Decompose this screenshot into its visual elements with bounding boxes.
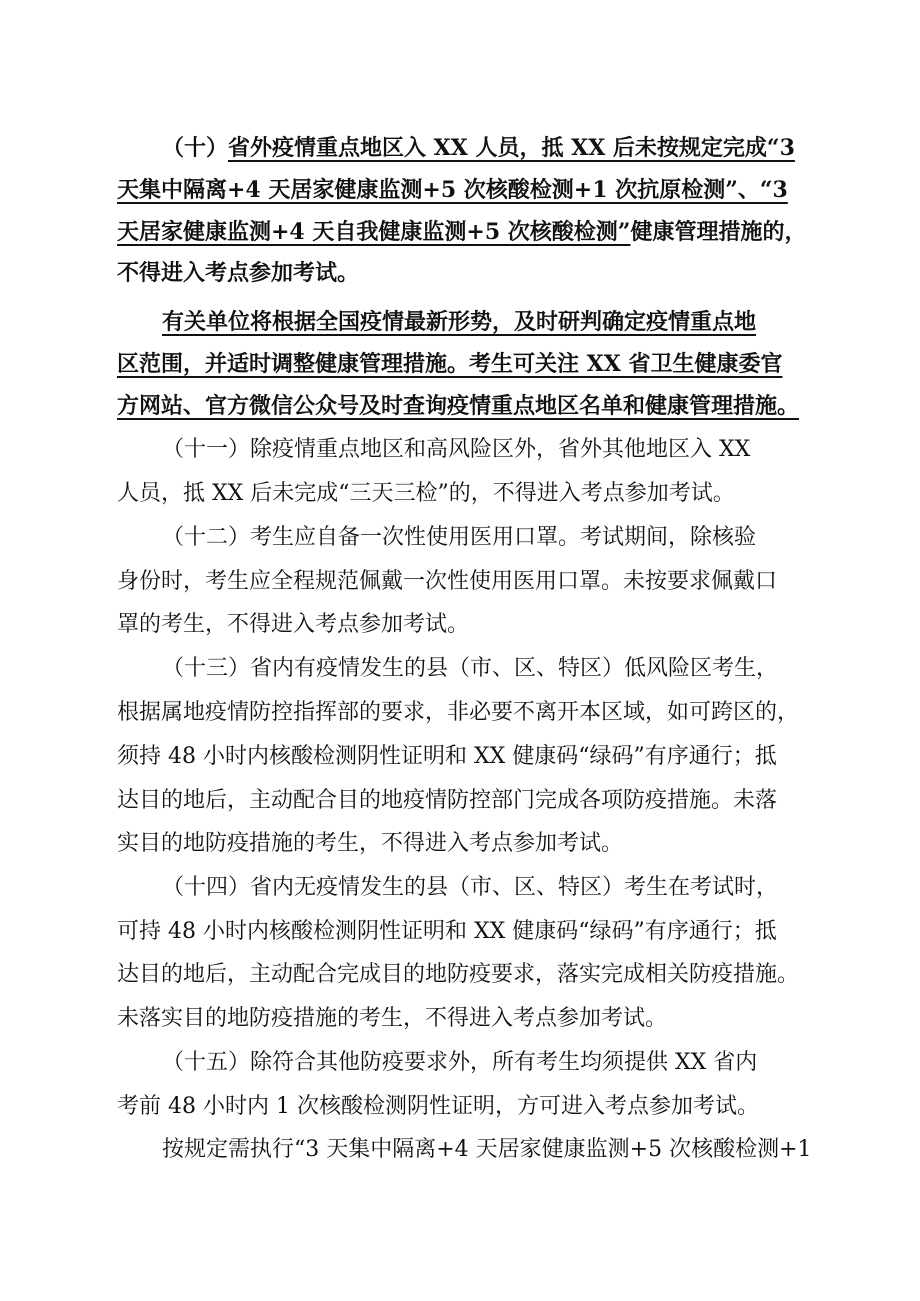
item-10-underlined-text: 天居家健康监测+4 天自我健康监测+5 次核酸检测”	[117, 219, 631, 245]
item-10-prefix: （十）	[162, 135, 229, 161]
item-15-line-2: 考前 48 小时内 1 次核酸检测阴性证明，方可进入考点参加考试。	[117, 1094, 759, 1119]
item-12-line-3: 罩的考生，不得进入考点参加考试。	[117, 612, 470, 637]
item-13-line-2: 根据属地疫情防控指挥部的要求，非必要不离开本区域，如可跨区的，	[117, 700, 800, 725]
item-10-suffix: 健康管理措施的，	[630, 219, 807, 245]
item-14-line-2: 可持 48 小时内核酸检测阴性证明和 XX 健康码“绿码”有序通行；抵	[117, 919, 777, 944]
item-11-line-1: （十一）除疫情重点地区和高风险区外，省外其他地区入 XX	[162, 437, 751, 462]
item-12-line-2: 身份时，考生应全程规范佩戴一次性使用医用口罩。未按要求佩戴口	[117, 569, 778, 594]
item-12-line-1: （十二）考生应自备一次性使用医用口罩。考试期间，除核验	[162, 525, 757, 550]
item-13-line-4: 达目的地后，主动配合目的地疫情防控部门完成各项防疫措施。未落	[117, 788, 778, 813]
item-10-line-4: 不得进入考点参加考试。	[117, 260, 360, 286]
item-13-line-5: 实目的地防疫措施的考生，不得进入考点参加考试。	[117, 831, 624, 856]
continuation-line-1: 按规定需执行“3 天集中隔离+4 天居家健康监测+5 次核酸检测+1	[162, 1137, 812, 1162]
item-13-line-3: 须持 48 小时内核酸检测阴性证明和 XX 健康码“绿码”有序通行；抵	[117, 744, 777, 769]
item-10-line-3	[117, 212, 817, 252]
notice-line-3: 方网站、官方微信公众号及时查询疫情重点地区名单和健康管理措施。	[117, 393, 800, 419]
item-14-line-3: 达目的地后，主动配合完成目的地防疫要求，落实完成相关防疫措施。	[117, 962, 800, 987]
item-10-line-2: 天集中隔离+4 天居家健康监测+5 次核酸检测+1 次抗原检测”、“3	[117, 177, 788, 203]
item-14-line-4: 未落实目的地防疫措施的考生，不得进入考点参加考试。	[117, 1006, 668, 1031]
item-11-line-2: 人员，抵 XX 后未完成“三天三检”的，不得进入考点参加考试。	[117, 481, 735, 506]
item-14-line-1: （十四）省内无疫情发生的县（市、区、特区）考生在考试时，	[162, 875, 779, 900]
item-10-underlined-text: 省外疫情重点地区入 XX 人员，抵 XX 后未按规定完成“3	[228, 135, 795, 161]
item-13-line-1: （十三）省内有疫情发生的县（市、区、特区）低风险区考生，	[162, 656, 779, 681]
item-15-line-1: （十五）除符合其他防疫要求外，所有考生均须提供 XX 省内	[162, 1050, 758, 1075]
notice-line-2: 区范围，并适时调整健康管理措施。考生可关注 XX 省卫生健康委官	[117, 351, 783, 377]
item-10-line-1	[162, 128, 817, 168]
notice-line-1: 有关单位将根据全国疫情最新形势，及时研判确定疫情重点地	[162, 309, 757, 335]
